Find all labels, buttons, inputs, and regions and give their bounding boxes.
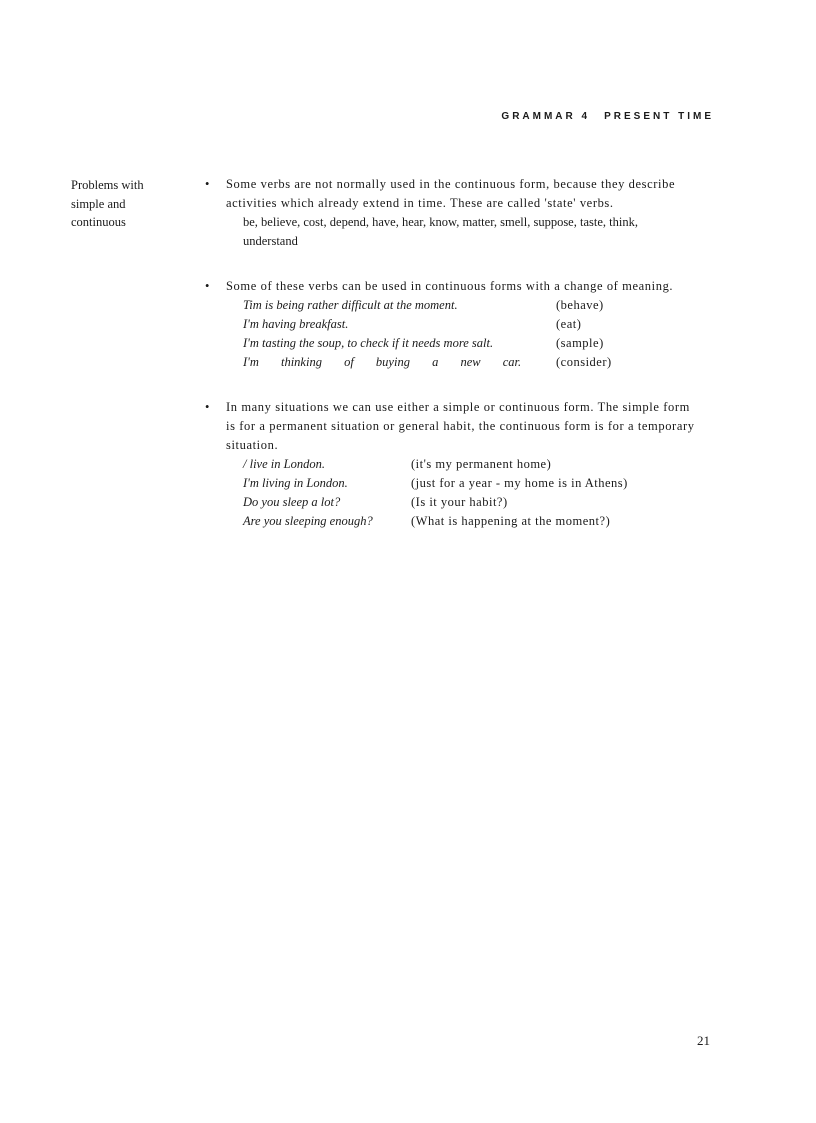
side-heading-line: Problems with — [71, 178, 144, 192]
bullet-point-meaning-change — [205, 277, 695, 372]
example-row — [243, 474, 628, 493]
example-sentence: Are you sleeping enough? — [243, 514, 373, 528]
examples-block — [243, 296, 695, 372]
state-verb-examples: be, believe, cost, depend, have, hear, know, matter, smell, suppose, taste, think, understand — [243, 215, 638, 248]
example-sentence: Do you sleep a lot? — [243, 495, 341, 509]
running-header — [501, 111, 714, 122]
bullet-text: Some verbs are not normally used in the continuous form, because they describe activities which already extend in time. These are called 'state' verbs. — [226, 177, 676, 210]
example-meaning: (sample) — [556, 336, 604, 350]
example-row — [243, 512, 628, 531]
example-sentence: I'm tasting the soup, to check if it needs more salt. — [243, 336, 494, 350]
example-sentence: I'm thinking of buying a new car. — [243, 355, 522, 369]
examples-table — [243, 455, 628, 531]
example-sentence: Tim is being rather difficult at the moment. — [243, 298, 458, 312]
example-row — [243, 296, 612, 315]
examples-table — [243, 296, 612, 372]
side-heading-line: simple and — [71, 196, 126, 211]
side-heading — [71, 176, 181, 232]
bullet-point-state-verbs — [205, 175, 695, 251]
bullet-icon: • — [205, 177, 210, 191]
example-row — [243, 493, 628, 512]
bullet-icon: • — [205, 279, 210, 293]
running-header-title: PRESENT TIME — [604, 111, 714, 122]
example-row — [243, 334, 612, 353]
example-row — [243, 353, 612, 372]
example-row — [243, 315, 612, 334]
example-sentence: I'm having breakfast. — [243, 317, 349, 331]
bullet-text: In many situations we can use either a simple or continuous form. The simple form is for a permanent situation or general habit, the continuous form is for a temporary situation. — [226, 400, 695, 452]
example-meaning: (What is happening at the moment?) — [411, 514, 611, 528]
page-number: 21 — [697, 1033, 710, 1048]
bullet-icon: • — [205, 400, 210, 414]
bullet-text: Some of these verbs can be used in continuous forms with a change of meaning. — [226, 279, 674, 293]
example-meaning: (Is it your habit?) — [411, 495, 508, 509]
example-row — [243, 455, 628, 474]
examples-block — [243, 455, 695, 531]
example-meaning: (eat) — [556, 317, 582, 331]
example-meaning: (it's my permanent home) — [411, 457, 552, 471]
bullet-point-simple-vs-continuous — [205, 398, 695, 531]
example-meaning: (behave) — [556, 298, 604, 312]
running-header-section: GRAMMAR 4 — [501, 111, 591, 122]
example-sentence: I'm living in London. — [243, 476, 348, 490]
side-heading-line: continuous — [71, 215, 126, 229]
example-sentence: / live in London. — [243, 457, 325, 471]
example-meaning: (just for a year - my home is in Athens) — [411, 476, 628, 490]
example-meaning: (consider) — [556, 355, 612, 369]
